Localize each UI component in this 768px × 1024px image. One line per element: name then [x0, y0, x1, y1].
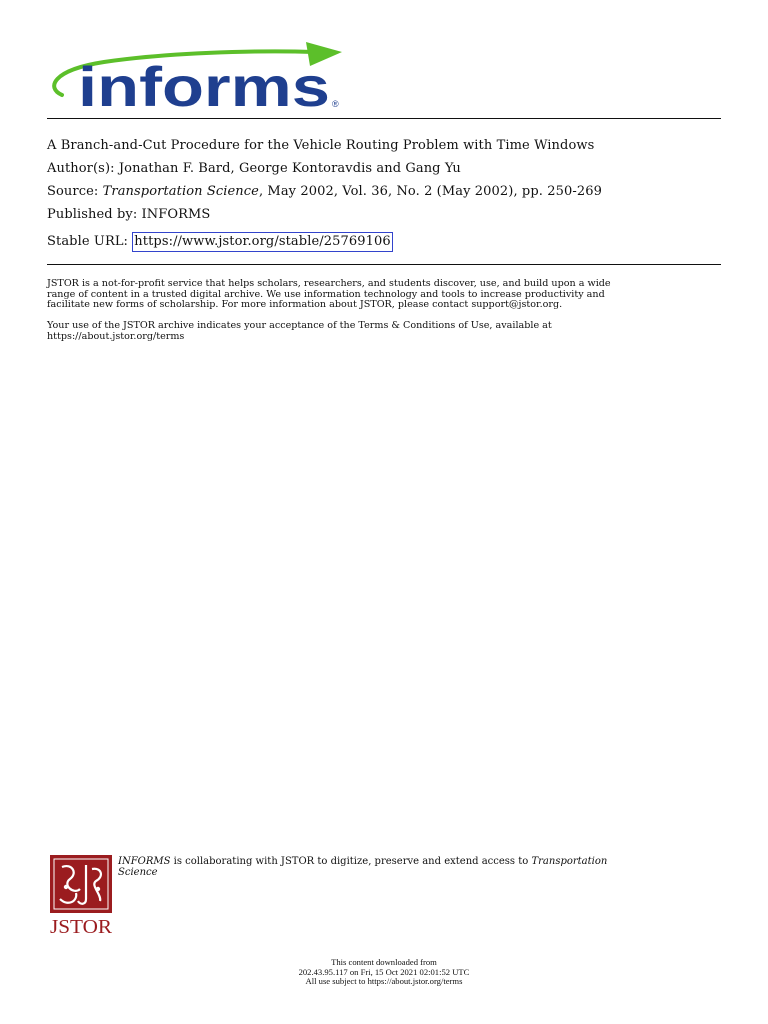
terms-line-2: https://about.jstor.org/terms [47, 330, 185, 342]
jstor-notice [47, 279, 727, 311]
authors-text: Jonathan F. Bard, George Kontoravdis and Gang Yu [118, 161, 461, 176]
download-footer [0, 958, 768, 987]
header-rule-top [47, 118, 721, 119]
terms-line-1: Your use of the JSTOR archive indicates your acceptance of the Terms & Conditions of Use, available at [47, 320, 552, 331]
informs-wordmark: informs [78, 55, 330, 115]
collab-journal-2: Science [118, 867, 158, 878]
registered-mark: ® [332, 99, 339, 109]
authors-line [47, 161, 461, 176]
jstor-wordmark: JSTOR [50, 916, 113, 937]
collab-org: INFORMS [118, 856, 171, 867]
stable-url-line [47, 234, 393, 249]
collab-text: is collaborating with JSTOR to digitize, preserve and extend access to [170, 856, 532, 867]
informs-logo [44, 40, 344, 115]
authors-label: Author(s): [47, 161, 115, 176]
jstor-logo [50, 855, 114, 937]
source-line [47, 184, 602, 199]
stable-url-link[interactable]: https://www.jstor.org/stable/25769106 [132, 232, 392, 252]
collab-journal-1: Transportation [531, 856, 608, 867]
article-title-text: A Branch-and-Cut Procedure for the Vehicle Routing Problem with Time Windows [47, 138, 595, 153]
journal-name: Transportation Science [102, 184, 259, 199]
publisher-line [47, 207, 210, 222]
article-title [47, 138, 594, 153]
footer-line-1: This content downloaded from [331, 957, 437, 967]
publisher-name: INFORMS [141, 207, 211, 222]
source-details: , May 2002, Vol. 36, No. 2 (May 2002), pp. 250-269 [258, 184, 602, 199]
header-rule-bottom [47, 264, 721, 265]
stable-url-label: Stable URL: [47, 234, 129, 249]
terms-notice [47, 321, 727, 342]
collaboration-statement [118, 856, 708, 878]
notice-line-3: facilitate new forms of scholarship. For more information about JSTOR, please contact support@jstor.org. [47, 299, 563, 311]
notice-line-2: range of content in a trusted digital archive. We use information technology and tools to increase productivity and [47, 288, 605, 300]
publisher-label: Published by: [47, 207, 138, 222]
footer-line-2: 202.43.95.117 on Fri, 15 Oct 2021 02:01:52 UTC [298, 966, 470, 977]
notice-line-1: JSTOR is a not-for-profit service that helps scholars, researchers, and students discover, use, and build upon a wide [47, 278, 611, 289]
source-label: Source: [47, 184, 99, 199]
footer-line-3: All use subject to https://about.jstor.org/terms [305, 976, 463, 987]
